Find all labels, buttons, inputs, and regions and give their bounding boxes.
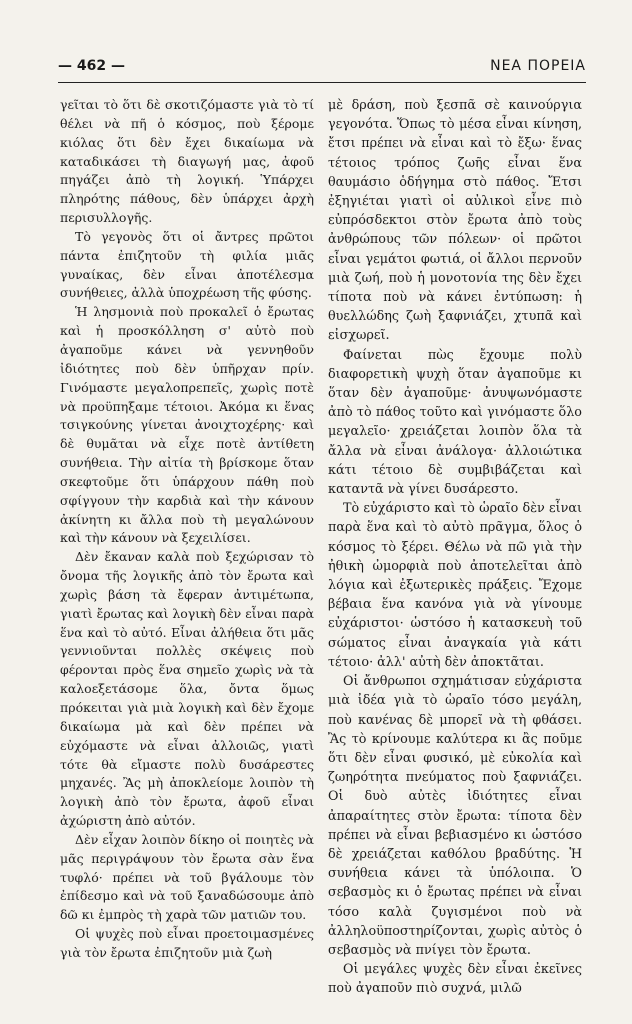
paragraph: Ἡ λησμονιὰ ποὺ προκαλεῖ ὁ ἔρωτας καὶ ἡ προσκόλληση σ' αὐτὸ ποὺ ἀγαποῦμε κάνει νὰ γεννηθοῦν ἰδιότητες ποὺ δὲν ὑπῆρχαν πρίν. Γινόμαστε μεγαλοπρεπεῖς, χωρὶς ποτὲ νὰ προϋπηξαμε τέτοιοι. Ἀκόμα κι ἕνας τσιγκούνης γίνεται ἀνοιχτοχέρης· καὶ δὲ θυμᾶται νὰ εἶχε ποτὲ ἀντίθετη συνήθεια. Τὴν αἰτία τὴ βρίσκομε ὅταν σκεφτοῦμε ὅτι ὑπάρχουν πάθη ποὺ σφίγγουν τὴν καρδιὰ καὶ τὴν κάνουν ἀκίνητη κι ἄλλα ποὺ τὴ μεγαλώνουν καὶ τὴν κάνουν νὰ ξεχειλίσει. <box>60 304 314 546</box>
paragraph: Τὸ εὐχάριστο καὶ τὸ ὡραῖο δὲν εἶναι παρὰ ἕνα καὶ τὸ αὐτὸ πρᾶγμα, ὅλος ὁ κόσμος τὸ ξέρει. Θέλω νὰ πῶ γιὰ τὴν ἠθικὴ ὠμορφιὰ ποὺ ἀποτελεῖται ἀπὸ λόγια καὶ ἐξωτερικὲς πράξεις. Ἔχομε βέβαια ἕνα κανόνα γιὰ νὰ γίνουμε εὐχάριστοι· ὡστόσο ἡ κατασκευὴ τοῦ σώματος εἶναι ἀναγκαία γιὰ κάτι τέτοιο· ἀλλ' αὐτὴ δὲν ἀποκτᾶται. <box>328 501 582 670</box>
right-column <box>328 96 582 999</box>
header-rule <box>58 82 586 83</box>
page-header <box>58 58 586 80</box>
page-number: — 462 — <box>58 58 125 74</box>
paragraph: Οἱ ψυχὲς ποὺ εἶναι προετοιμασμένες γιὰ τὸν ἔρωτα ἐπιζητοῦν μιὰ ζωὴ <box>60 926 314 960</box>
paragraph: Δὲν εἶχαν λοιπὸν δίκηο οἱ ποιητὲς νὰ μᾶς περιγράψουν τὸν ἔρωτα σὰν ἕνα τυφλό· πρέπει νὰ τοῦ βγάλουμε τὸν ἐπίδεσμο καὶ νὰ τοῦ ξαναδώσουμε ἀπὸ δῶ κι ἐμπρὸς τὴ χαρὰ τῶν ματιῶν του. <box>60 831 314 923</box>
paragraph: Δὲν ἔκαναν καλὰ ποὺ ξεχώρισαν τὸ ὄνομα τῆς λογικῆς ἀπὸ τὸν ἔρωτα καὶ χωρὶς βάση τὰ ἔφεραν ἀντιμέτωπα, γιατὶ ἔρωτας καὶ λογικὴ δὲν εἶναι παρὰ ἕνα καὶ τὸ αὐτό. Εἶναι ἀλήθεια ὅτι μᾶς γεννιοῦνται πολλὲς σκέψεις ποὺ φέρονται πρὸς ἕνα σημεῖο χωρὶς νὰ τὰ καλοεξετάσομε ὅλα, ὄντα ὅμως πρόκειται γιὰ μιὰ λογικὴ καὶ δὲν ἔχομε δικαίωμα μὰ καὶ δὲν πρέπει νὰ εὐχόμαστε νὰ εἶναι ἀλλοιῶς, γιατὶ τότε θὰ εἴμαστε πολὺ δυσάρεστες μηχανές. Ἂς μὴ ἀποκλείομε λοιπὸν τὴ λογικὴ ἀπὸ τὸν ἔρωτα, ἀφοῦ εἶναι ἀχώριστη ἀπὸ αὐτόν. <box>60 549 314 829</box>
paragraph: Οἱ μεγάλες ψυχὲς δὲν εἶναι ἐκεῖνες ποὺ ἀγαποῦν πιὸ συχνά, μιλῶ <box>328 962 582 997</box>
left-column <box>60 96 314 963</box>
paragraph: Τὸ γεγονὸς ὅτι οἱ ἄντρες πρῶτοι πάντα ἐπιζητοῦν τὴ φιλία μιᾶς γυναίκας, δὲν εἶναι ἀποτέλεσμα συνήθειες, ἀλλὰ ὑποχρέωση τῆς φύσης. <box>60 228 314 301</box>
paragraph: Φαίνεται πὼς ἔχουμε πολὺ διαφορετικὴ ψυχὴ ὅταν ἀγαποῦμε κι ὅταν δὲν ἀγαποῦμε· ἀνυψωνόμαστε ἀπὸ τὸ πάθος τοῦτο καὶ γινόμαστε ὅλο μεγαλεῖο· χρειάζεται λοιπὸν ὅλα τὰ ἄλλα νὰ εἶναι ἀνάλογα· ἀλλοιώτικα κάτι τέτοιο δὲ συμβιβάζεται καὶ καταντᾶ νὰ γίνει δυσάρεστο. <box>328 347 582 498</box>
paragraph: Οἱ ἄνθρωποι σχημάτισαν εὐχάριστα μιὰ ἰδέα γιὰ τὸ ὡραῖο τόσο μεγάλη, ποὺ κανένας δὲ μπορεῖ νὰ τὴ φθάσει. Ἂς τὸ κρίνουμε καλύτερα κι ἂς ποῦμε ὅτι δὲν εἶναι φυσικό, μὲ εὐκολία καὶ ζωηρότητα πνεύματος ποὺ ξαφνιάζει. Οἱ δυὸ αὐτὲς ἰδιότητες εἶναι ἀπαραίτητες στὸν ἔρωτα: τίποτα δὲν πρέπει νὰ εἶναι βεβιασμένο κι ὡστόσο δὲ χρειάζεται καθόλου βραδύτης. Ἡ συνήθεια κάνει τὰ ὑπόλοιπα. Ὁ σεβασμὸς κι ὁ ἔρωτας πρέπει νὰ εἶναι τόσο καλὰ ζυγισμένοι ποὺ νὰ ἀλληλοϋποστηρίζονται, χωρὶς αὐτὸς ὁ σεβασμὸς νὰ πνίγει τὸν ἔρωτα. <box>328 674 582 958</box>
paragraph: μὲ δράση, ποὺ ξεσπᾶ σὲ καινούργια γεγονότα. Ὅπως τὸ μέσα εἶναι κίνηση, ἔτσι πρέπει νὰ εἶναι καὶ τὸ ἔξω· ἕνας τέτοιος τρόπος ζωῆς εἶναι ἕνα θαυμάσιο ὁδήγημα στὸ πάθος. Ἔτσι ἐξηγιέται γιατὶ οἱ αὐλικοὶ εἶνε πιὸ εὐπρόσδεκτοι στὸν ἔρωτα ἀπὸ τοὺς ἀνθρώπους τῶν πόλεων· οἱ πρῶτοι εἶναι γεμάτοι φωτιά, οἱ ἄλλοι περνοῦν μιὰ ζωή, ποὺ ἡ μονοτονία της δὲν ἔχει τίποτα ποὺ νὰ κάνει ἐντύπωση: ἡ θυελλώδης ζωὴ ξαφνιάζει, χτυπᾶ καὶ εἰσχωρεῖ. <box>328 98 582 344</box>
running-title: ΝΕΑ ΠΟΡΕΙΑ <box>490 58 586 74</box>
paragraph: γεῖται τὸ ὅτι δὲ σκοτιζόμαστε γιὰ τὸ τί θέλει νὰ πῆ ὁ κόσμος, ποὺ ξέρομε κιόλας ὅτι δὲν ἔχει δικαίωμα νὰ καταδικάσει τὴ διαγωγή μας, ἀφοῦ πηγάζει ἀπὸ τὴ λογική. Ὑπάρχει πληρότης πάθους, δὲν ὑπάρχει ἀρχὴ περισυλλογῆς. <box>60 97 314 226</box>
